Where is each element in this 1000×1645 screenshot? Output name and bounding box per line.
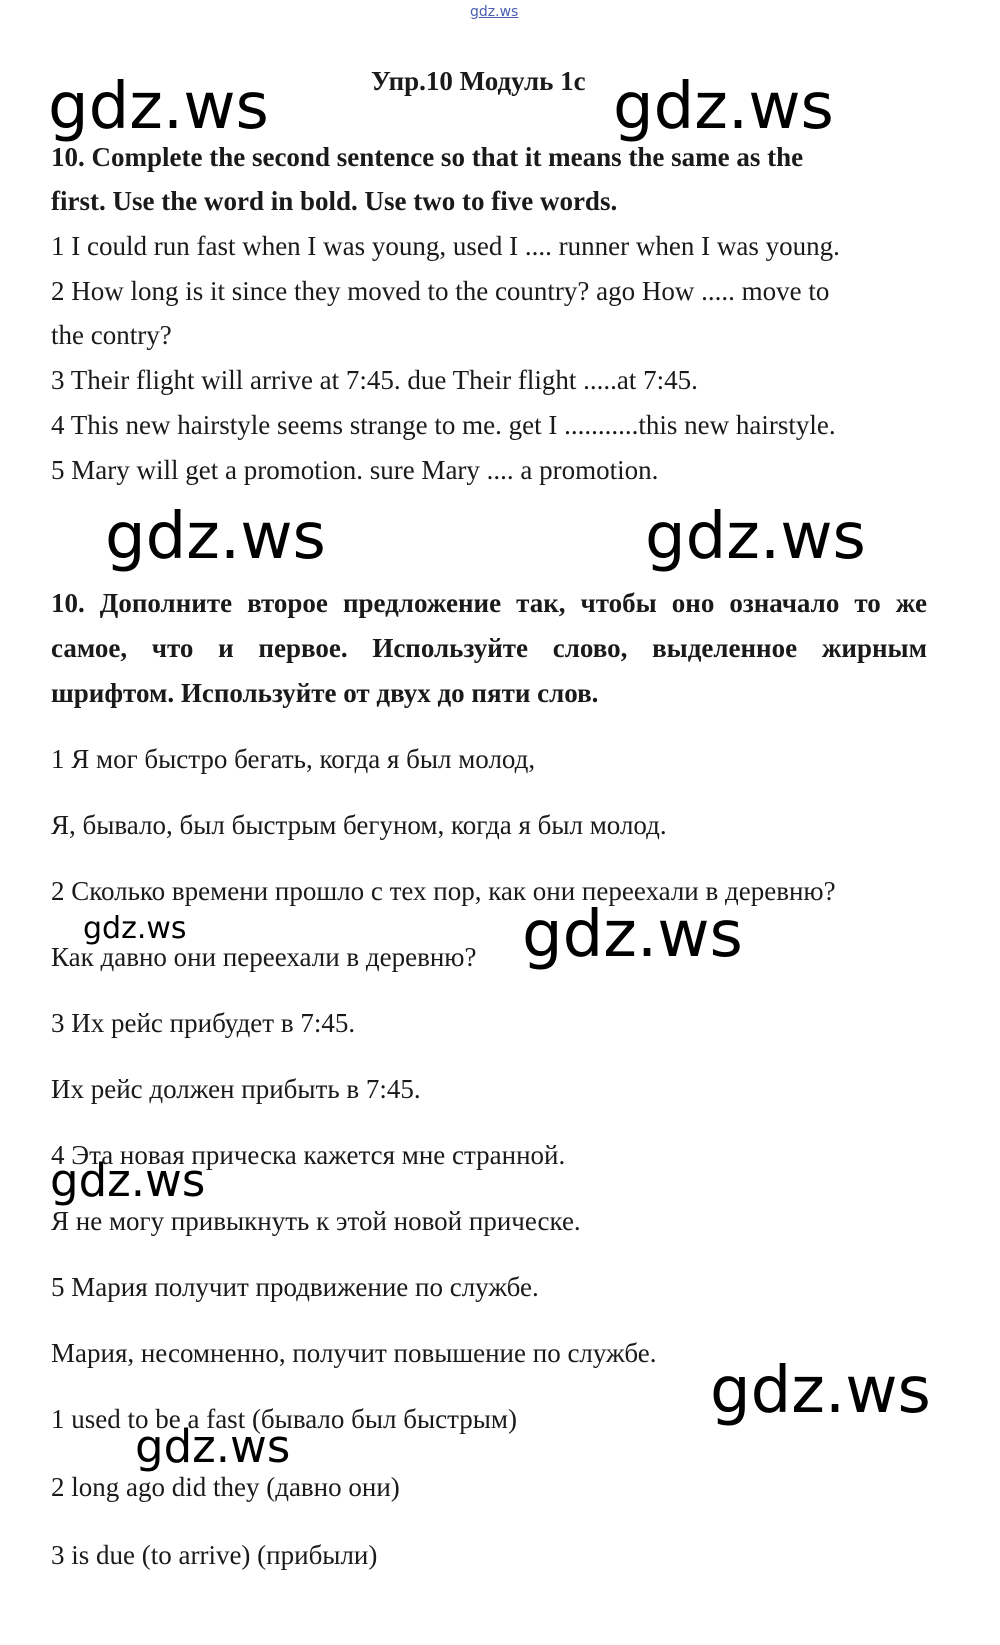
russian-line: 5 Мария получит продвижение по службе.	[51, 1272, 539, 1302]
watermark: gdz.ws	[48, 70, 269, 144]
watermark: gdz.ws	[135, 1420, 291, 1473]
russian-line: 2 Сколько времени прошло с тех пор, как они переехали в деревню?	[51, 876, 836, 906]
russian-task-line: шрифтом. Используйте от двух до пяти слов.	[51, 678, 599, 708]
answer-line: 3 is due (to arrive) (прибыли)	[51, 1540, 378, 1570]
russian-task-line: 10. Дополните второе предложение так, чтобы оно означало то же	[51, 588, 927, 618]
watermark: gdz.ws	[522, 898, 743, 972]
watermark: gdz.ws	[83, 911, 187, 946]
russian-line: Мария, несомненно, получит повышение по службе.	[51, 1338, 657, 1368]
english-sentence-2-cont: the contry?	[51, 320, 172, 350]
english-sentence-2: 2 How long is it since they moved to the country? ago How ..... move to	[51, 276, 830, 306]
english-sentence-3: 3 Their flight will arrive at 7:45. due Their flight .....at 7:45.	[51, 365, 698, 395]
watermark-top: gdz.ws	[470, 4, 519, 20]
russian-line: Как давно они переехали в деревню?	[51, 942, 477, 972]
answer-line: 1 used to be a fast (бывало был быстрым)	[51, 1404, 517, 1434]
watermark: gdz.ws	[105, 500, 326, 574]
russian-line: Их рейс должен прибыть в 7:45.	[51, 1074, 421, 1104]
russian-task-line: самое, что и первое. Используйте слово, выделенное жирным	[51, 633, 927, 663]
watermark: gdz.ws	[50, 1154, 206, 1207]
english-sentence-5: 5 Mary will get a promotion. sure Mary .... a promotion.	[51, 455, 659, 485]
russian-line: 3 Их рейс прибудет в 7:45.	[51, 1008, 356, 1038]
russian-line: 4 Эта новая прическа кажется мне странной.	[51, 1140, 566, 1170]
english-task-line: 10. Complete the second sentence so that it means the same as the	[51, 142, 804, 172]
russian-line: Я, бывало, был быстрым бегуном, когда я был молод.	[51, 810, 667, 840]
answer-line: 2 long ago did they (давно они)	[51, 1472, 400, 1502]
russian-line: 1 Я мог быстро бегать, когда я был молод,	[51, 744, 536, 774]
watermark: gdz.ws	[645, 500, 866, 574]
english-task-line: first. Use the word in bold. Use two to five words.	[51, 186, 618, 216]
english-sentence-1: 1 I could run fast when I was young, used I .... runner when I was young.	[51, 231, 840, 261]
english-sentence-4: 4 This new hairstyle seems strange to me. get I ...........this new hairstyle.	[51, 410, 836, 440]
page-title: Упр.10 Модуль 1с	[371, 66, 586, 96]
watermark: gdz.ws	[710, 1354, 931, 1428]
watermark: gdz.ws	[613, 70, 834, 144]
russian-line: Я не могу привыкнуть к этой новой прическе.	[51, 1206, 581, 1236]
